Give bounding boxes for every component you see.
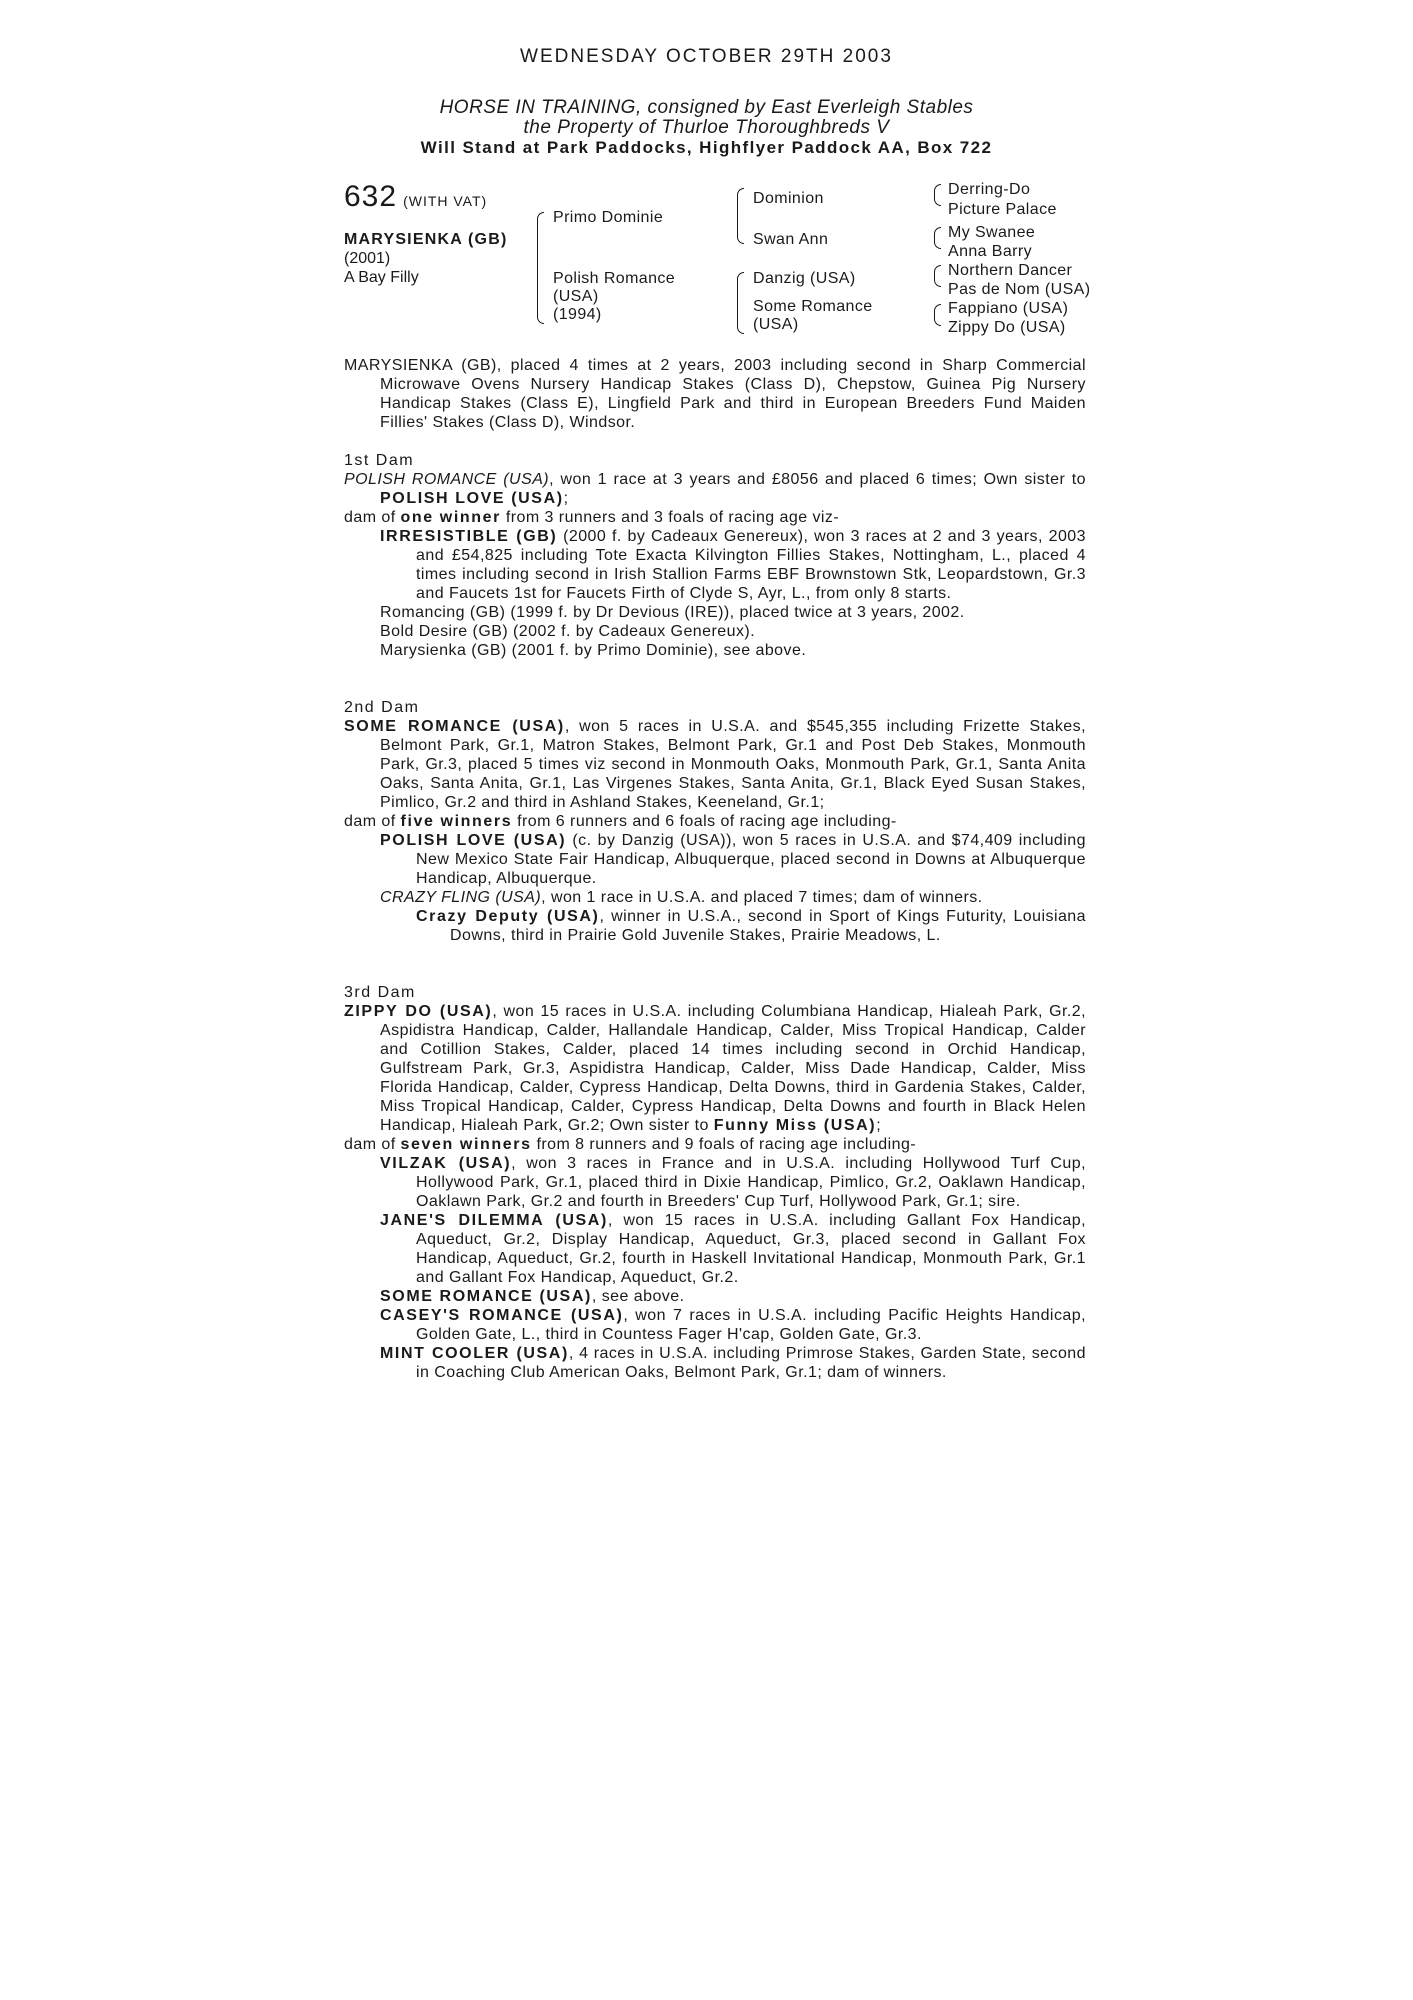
- pedigree-ssd: Picture Palace: [948, 201, 1057, 218]
- pedigree-dam: Polish Romance (USA) (1994): [553, 270, 676, 323]
- second-dam-section: [344, 698, 1086, 945]
- first-dam-record: POLISH ROMANCE (USA), won 1 race at 3 years and £8056 and placed 6 times; Own sister to POLISH LOVE (USA);: [344, 471, 1086, 507]
- pedigree-dds: Fappiano (USA): [948, 300, 1069, 317]
- second-dam-heading: 2nd Dam: [344, 699, 420, 716]
- pedigree-brace-g3d: [934, 304, 941, 326]
- third-dam-produce-1: VILZAK (USA), won 3 races in France and in U.S.A. including Hollywood Turf Cup, Hollywood Park, Gr.1, placed third in Dixie Handicap, Pimlico, Gr.2, Oaklawn Handicap, Oaklawn Park, Gr.2 and fourth in Breeders' Cup Turf, Hollywood Park, Gr.1; sire.: [380, 1155, 1086, 1210]
- pedigree-brace-g1: [537, 212, 544, 324]
- first-dam-produce-3: Bold Desire (GB) (2002 f. by Cadeaux Genereux).: [380, 623, 756, 640]
- third-dam-produce-3: SOME ROMANCE (USA), see above.: [380, 1288, 685, 1305]
- pedigree-sds: My Swanee: [948, 224, 1036, 241]
- first-dam-produce-2: Romancing (GB) (1999 f. by Dr Devious (IRE)), placed twice at 3 years, 2002.: [380, 604, 965, 621]
- pedigree-sdd: Anna Barry: [948, 243, 1033, 260]
- pedigree-brace-g3a: [934, 184, 941, 206]
- pedigree-sss: Derring-Do: [948, 181, 1031, 198]
- third-dam-produce: dam of seven winners from 8 runners and 9 foals of racing age including-: [344, 1136, 917, 1153]
- third-dam-record: ZIPPY DO (USA), won 15 races in U.S.A. including Columbiana Handicap, Hialeah Park, Gr.2, Aspidistra Handicap, Calder, Hallandale Handicap, Calder, Miss Tropical Handicap, Calder and Cotillion Stakes, Calder, placed 14 times including second in Orchid Handicap, Gulfstream Park, Gr.3, Aspidistra Handicap, Calder, Miss Dade Handicap, Calder, Miss Florida Handicap, Calder, Cypress Handicap, Delta Downs, third in Gardenia Stakes, Calder, Miss Tropical Handicap, Calder, Cypress Handicap, Delta Downs and fourth in Black Helen Handicap, Hialeah Park, Gr.2; Own sister to Funny Miss (USA);: [344, 1003, 1086, 1134]
- second-dam-produce-1: POLISH LOVE (USA) (c. by Danzig (USA)), won 5 races in U.S.A. and $74,409 including New Mexico State Fair Handicap, Albuquerque, placed second in Downs at Albuquerque Handicap, Albuquerque.: [380, 832, 1086, 887]
- consignment-line-1: HORSE IN TRAINING, consigned by East Everleigh Stables: [439, 97, 974, 118]
- second-dam-produce-3: Crazy Deputy (USA), winner in U.S.A., second in Sport of Kings Futurity, Louisiana Downs, third in Prairie Gold Juvenile Stakes, Prairie Meadows, L.: [416, 908, 1086, 944]
- stand-line: Will Stand at Park Paddocks, Highflyer Paddock AA, Box 722: [420, 138, 993, 157]
- first-dam-produce: dam of one winner from 3 runners and 3 foals of racing age viz-: [344, 509, 840, 526]
- horse-summary: MARYSIENKA (GB), placed 4 times at 2 years, 2003 including second in Sharp Commercial Microwave Ovens Nursery Handicap Stakes (Class D), Chepstow, Guinea Pig Nursery Handicap Stakes (Class E), Lingfield Park and third in European Breeders Fund Maiden Fillies' Stakes (Class D), Windsor.: [344, 357, 1086, 431]
- pedigree-dss: Northern Dancer: [948, 262, 1073, 279]
- first-dam-heading: 1st Dam: [344, 452, 415, 469]
- third-dam-section: [344, 983, 1086, 1382]
- pedigree-brace-g3b: [934, 227, 941, 249]
- pedigree-dam-dam: Some Romance (USA): [753, 298, 873, 333]
- horse-year: (2001): [344, 250, 391, 267]
- pedigree-brace-g3c: [934, 265, 941, 287]
- pedigree-sire-sire: Dominion: [753, 190, 824, 207]
- horse-description: A Bay Filly: [344, 269, 419, 286]
- pedigree-brace-g2a: [737, 188, 744, 244]
- pedigree-ddd: Zippy Do (USA): [948, 319, 1066, 336]
- pedigree-brace-g2b: [737, 272, 744, 334]
- second-dam-produce-2: CRAZY FLING (USA), won 1 race in U.S.A. and placed 7 times; dam of winners.: [380, 889, 983, 906]
- first-dam-section: [344, 451, 1086, 660]
- third-dam-heading: 3rd Dam: [344, 984, 416, 1001]
- second-dam-produce: dam of five winners from 6 runners and 6 foals of racing age including-: [344, 813, 897, 830]
- consignment-block: [0, 98, 1413, 158]
- pedigree-dsd: Pas de Nom (USA): [948, 281, 1091, 298]
- lot-number: 632: [344, 180, 398, 213]
- second-dam-record: SOME ROMANCE (USA), won 5 races in U.S.A. and $545,355 including Frizette Stakes, Belmont Park, Gr.1, Matron Stakes, Belmont Park, Gr.1 and Post Deb Stakes, Monmouth Park, Gr.3, placed 5 times viz second in Monmouth Oaks, Monmouth Park, Gr.1, Santa Anita Oaks, Santa Anita, Gr.1, Las Virgenes Stakes, Santa Anita, Gr.1, Black Eyed Susan Stakes, Pimlico, Gr.2 and third in Ashland Stakes, Keeneland, Gr.1;: [344, 718, 1086, 811]
- lot-header: [344, 180, 487, 214]
- horse-name: MARYSIENKA (GB): [344, 231, 508, 248]
- first-dam-produce-1: IRRESISTIBLE (GB) (2000 f. by Cadeaux Genereux), won 3 races at 2 and 3 years, 2003 and £54,825 including Tote Exacta Kilvington Fillies Stakes, Nottingham, L., placed 4 times including second in Irish Stallion Farms EBF Brownstown Stk, Leopardstown, Gr.3 and Faucets 1st for Faucets Firth of Clyde S, Ayr, L., from only 8 starts.: [380, 528, 1086, 602]
- first-dam-produce-4: Marysienka (GB) (2001 f. by Primo Dominie), see above.: [380, 642, 807, 659]
- pedigree-dam-sire: Danzig (USA): [753, 270, 856, 287]
- third-dam-produce-4: CASEY'S ROMANCE (USA), won 7 races in U.S.A. including Pacific Heights Handicap, Golden Gate, L., third in Countess Fager H'cap, Golden Gate, Gr.3.: [380, 1307, 1086, 1343]
- third-dam-produce-5: MINT COOLER (USA), 4 races in U.S.A. including Primrose Stakes, Garden State, second in Coaching Club American Oaks, Belmont Park, Gr.1; dam of winners.: [380, 1345, 1086, 1381]
- pedigree-sire-dam: Swan Ann: [753, 231, 829, 248]
- lot-vat: (WITH VAT): [403, 193, 488, 209]
- third-dam-produce-2: JANE'S DILEMMA (USA), won 15 races in U.S.A. including Gallant Fox Handicap, Aqueduct, Gr.2, Display Handicap, Aqueduct, Gr.3, placed second in Gallant Fox Handicap, Aqueduct, Gr.2, fourth in Haskell Invitational Handicap, Monmouth Park, Gr.1 and Gallant Fox Handicap, Aqueduct, Gr.2.: [380, 1212, 1087, 1286]
- sale-date: WEDNESDAY OCTOBER 29TH 2003: [520, 46, 893, 67]
- pedigree-sire: Primo Dominie: [553, 209, 664, 226]
- horse-info: [344, 230, 507, 287]
- consignment-line-2: the Property of Thurloe Thoroughbreds V: [523, 117, 890, 138]
